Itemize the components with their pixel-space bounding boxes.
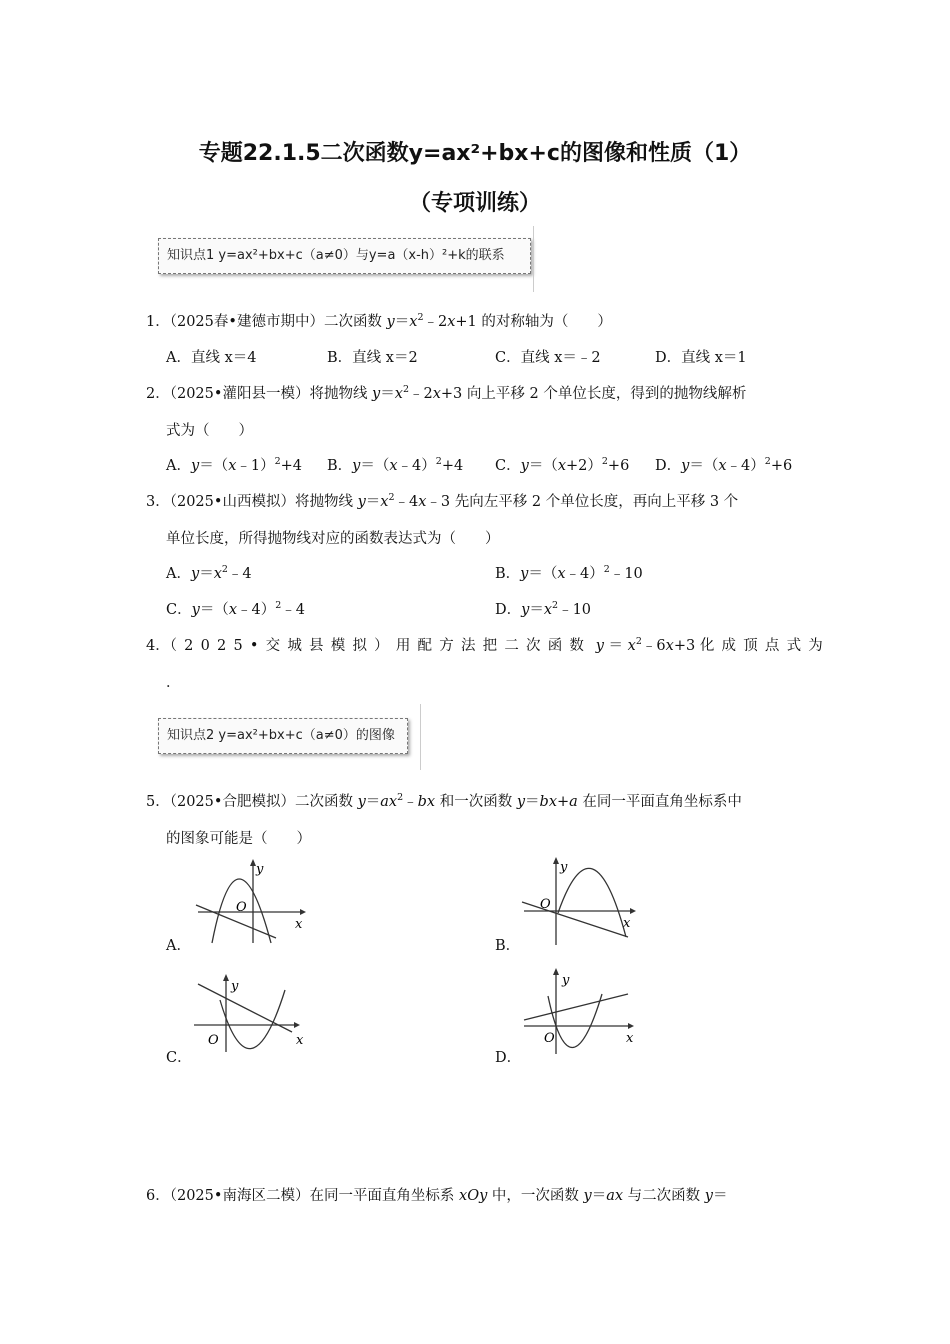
x-axis-label: x [295, 917, 303, 932]
q5-label-c: C． [166, 1050, 192, 1066]
parabola [558, 868, 626, 937]
origin-label: O [236, 900, 247, 915]
q1-option-d: D．直线 x＝1 [655, 350, 747, 366]
question-5-line2: 的图象可能是（ ） [166, 831, 311, 847]
question-3-line2: 单位长度，所得抛物线对应的函数表达式为（ ） [166, 531, 500, 547]
y-axis-arrow [553, 857, 559, 864]
origin-label: O [544, 1031, 555, 1046]
q3-option-c: C．y＝（x﹣4）$^2$﹣4 [166, 600, 306, 618]
y-axis-label: y [562, 973, 570, 988]
question-2-line2: 式为（ ） [166, 423, 253, 439]
question-4-line2: ． [166, 675, 181, 691]
line [524, 994, 628, 1020]
x-axis-arrow [294, 1022, 300, 1028]
knowledge-point-2: 知识点2 y=ax²+bx+c（a≠0）的图像 [158, 718, 408, 754]
q1-option-b: B．直线 x＝2 [327, 350, 418, 366]
parabola [220, 990, 285, 1049]
q5-label-a: A． [166, 938, 191, 954]
q3-option-b: B．y＝（x﹣4）$^2$﹣10 [495, 564, 643, 582]
page-subtitle: （专项训练） [408, 191, 541, 216]
y-axis-label: y [256, 862, 264, 877]
q1-option-c: C．直线 x＝﹣2 [495, 350, 601, 366]
graph-c [188, 968, 318, 1060]
x-axis-arrow [630, 908, 636, 914]
x-axis-label: x [623, 916, 631, 931]
divider [533, 226, 534, 292]
q2-option-c: C．$y=(x+2)^2+6$ [495, 456, 630, 474]
y-axis-arrow [553, 968, 559, 975]
knowledge-point-1: 知识点1 y=ax²+bx+c（a≠0）与y=a（x-h）²+k的联系 [158, 238, 531, 274]
graph-b [518, 853, 648, 947]
graph-a [188, 855, 318, 947]
q3-option-a: A．$y=x^2﹣4$ [166, 564, 252, 582]
question-4: 4．（2025•交城县模拟）用配方法把二次函数 $y = x^2﹣6x+3$ 化成顶点式为 [146, 636, 831, 654]
y-axis-label: y [231, 979, 239, 994]
q2-option-a: A．y＝（x﹣1）$^2$+4 [166, 456, 303, 474]
question-1: 1．（2025春•建德市期中）二次函数 $y=x^2﹣2x+1$ 的对称轴为（ ） [146, 312, 612, 330]
question-5: 5．（2025•合肥模拟）二次函数 $y=ax^2﹣bx$ 和一次函数 y＝bx+a 在同一平面直角坐标系中 [146, 792, 742, 810]
question-6: 6．（2025•南海区二模）在同一平面直角坐标系 xOy 中，一次函数 y＝ax 与二次函数 y＝ [146, 1188, 728, 1204]
question-3: 3．（2025•山西模拟）将抛物线 $y=x^2﹣4x﹣3$ 先向左平移 2 个单位长度，再向上平移 3 个 [146, 492, 739, 510]
q2-option-d: D．y＝（x﹣4）$^2$+6 [655, 456, 793, 474]
question-2: 2．（2025•灌阳县一模）将抛物线 $y=x^2﹣2x+3$ 向上平移 2 个单位长度，得到的抛物线解析 [146, 384, 747, 402]
y-axis-label: y [560, 860, 568, 875]
divider [420, 704, 421, 770]
x-axis-arrow [300, 909, 306, 915]
x-axis-label: x [626, 1031, 634, 1046]
line [522, 902, 628, 937]
q1-option-a: A．直线 x＝4 [166, 350, 257, 366]
y-axis-arrow [223, 974, 229, 981]
x-axis-label: x [296, 1033, 304, 1048]
graph-d [518, 966, 648, 1060]
q3-option-d: D．$y=x^2﹣10$ [495, 600, 592, 618]
origin-label: O [540, 897, 551, 912]
x-axis-arrow [628, 1023, 634, 1029]
page-title: 专题22.1.5二次函数y=ax²+bx+c的图像和性质（1） [198, 141, 752, 166]
q2-option-b: B．y＝（x﹣4）$^2$+4 [327, 456, 464, 474]
q5-label-b: B． [495, 938, 521, 954]
origin-label: O [208, 1033, 219, 1048]
q5-label-d: D． [495, 1050, 522, 1066]
